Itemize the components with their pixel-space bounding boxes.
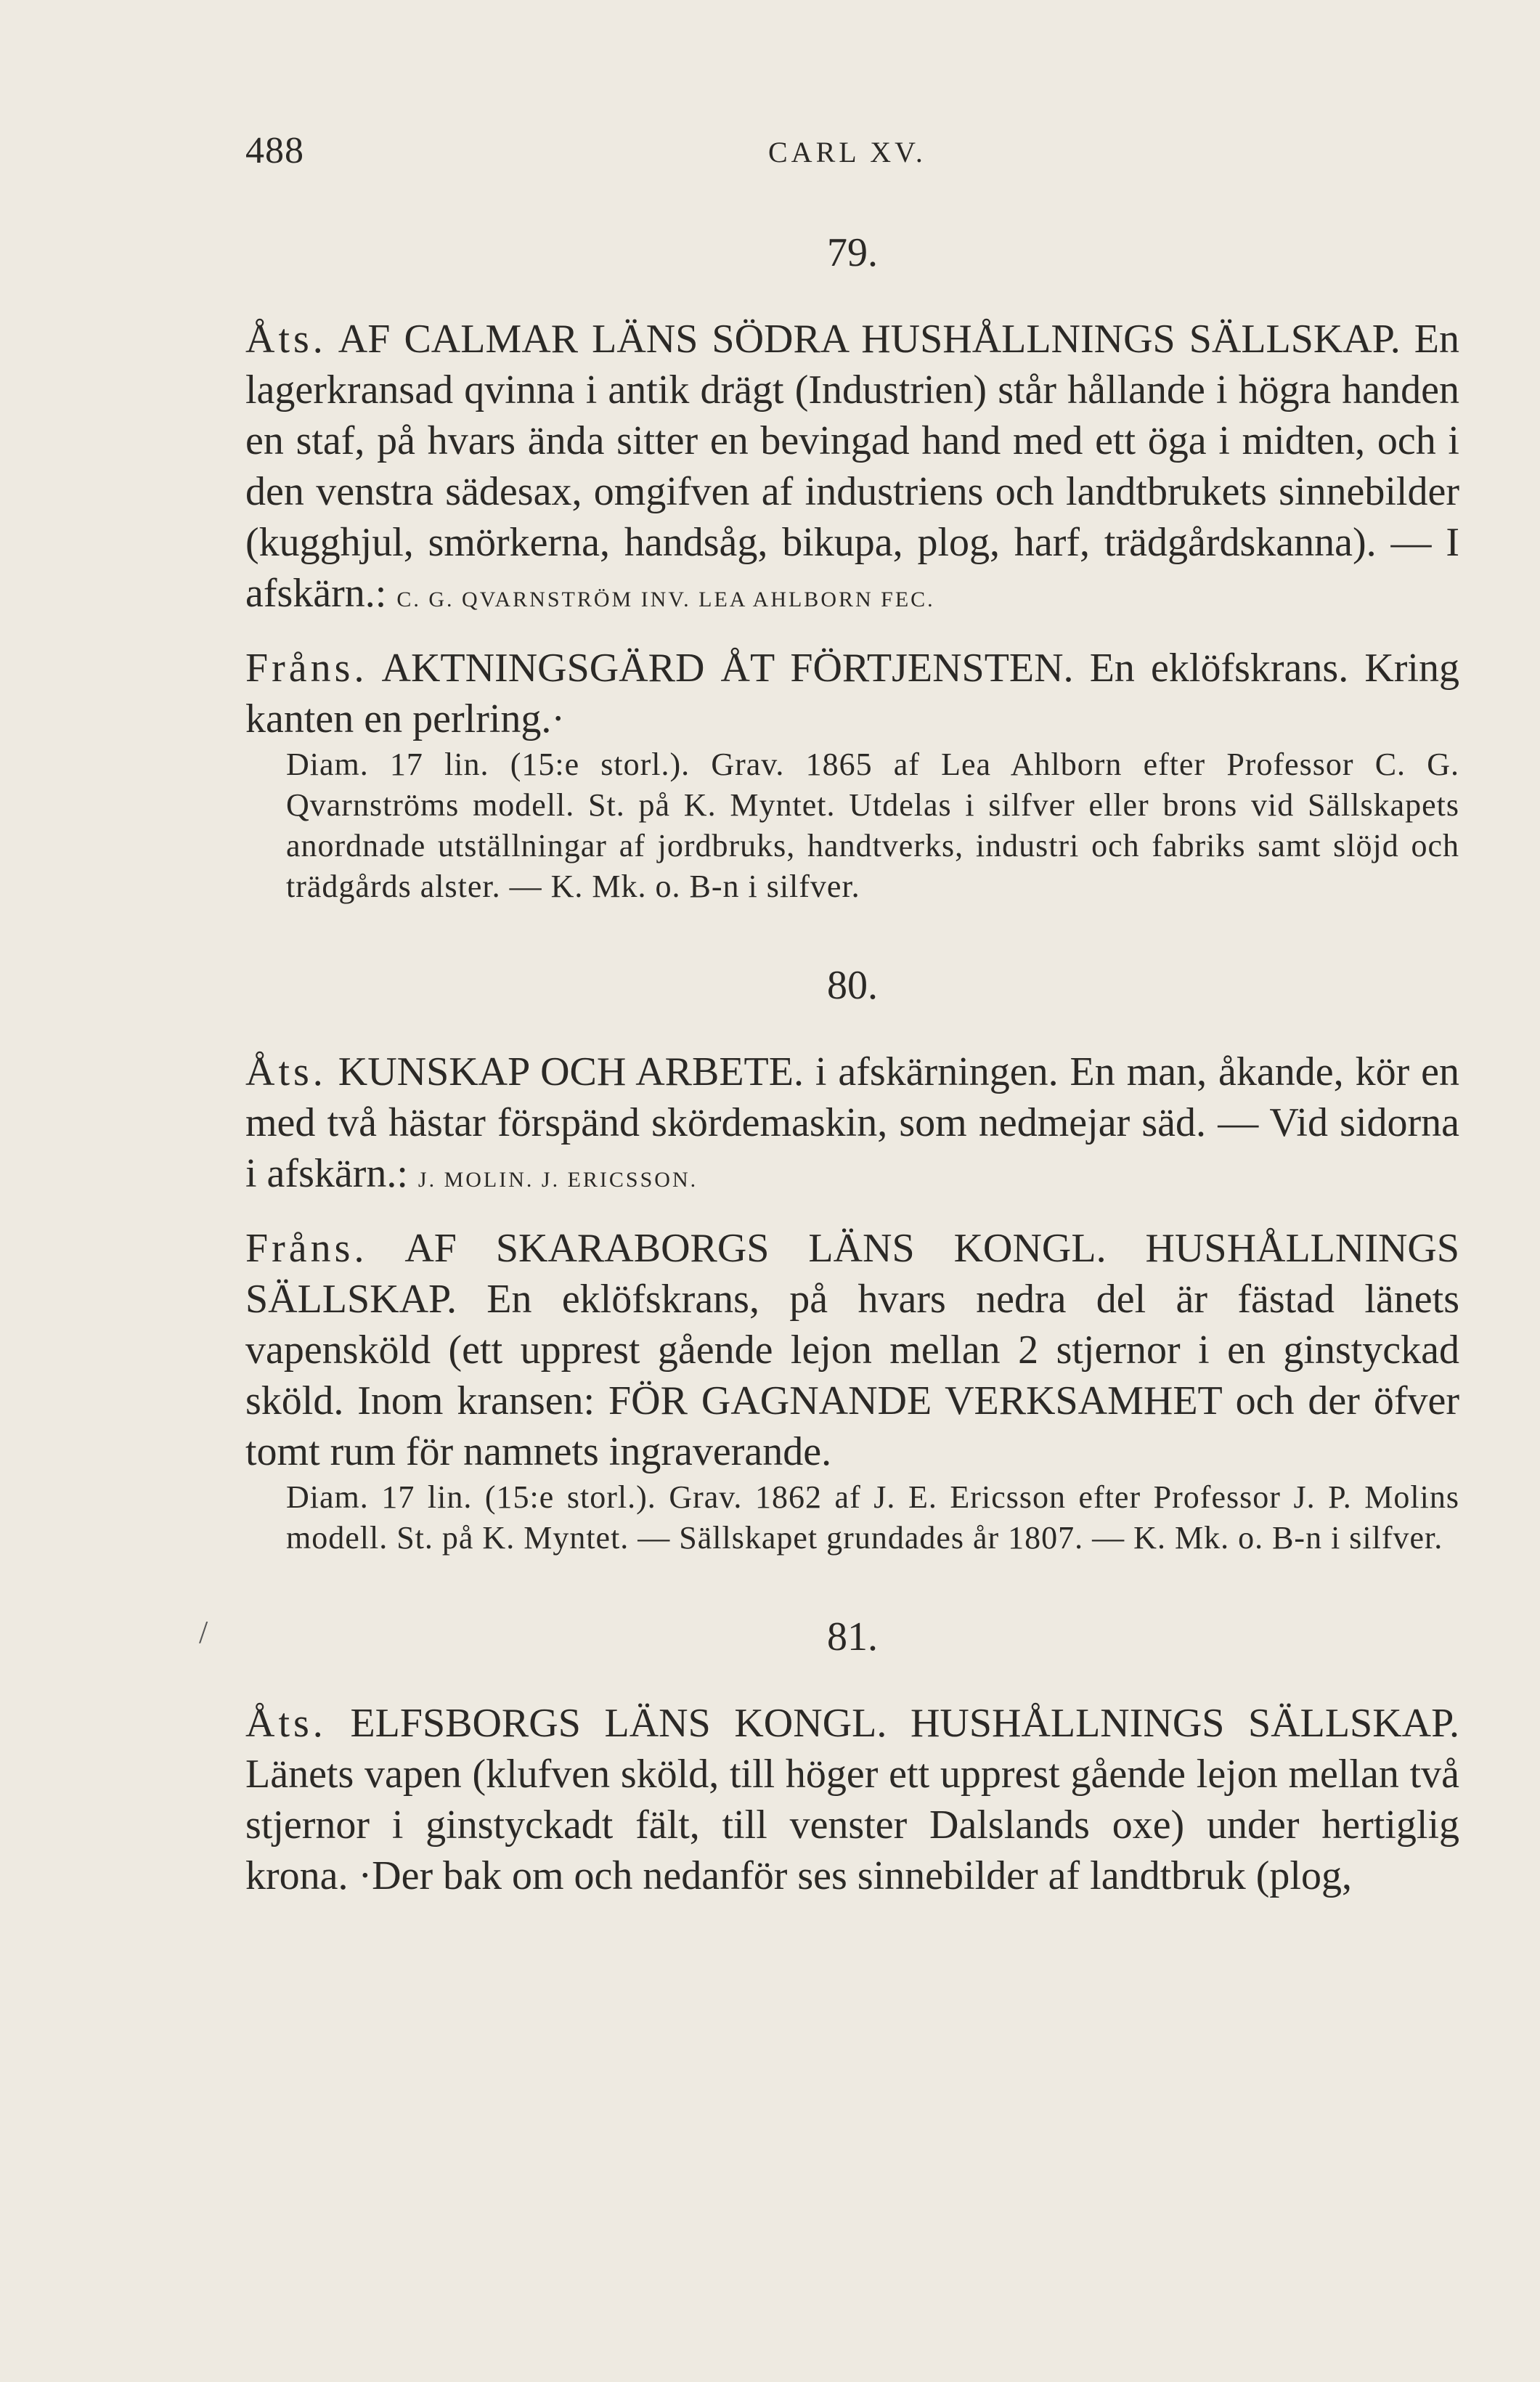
page-header xyxy=(245,129,1465,187)
reverse-description xyxy=(245,1223,1459,1477)
engraver-credit: C. G. QVARNSTRÖM INV. LEA AHLBORN FEC. xyxy=(396,588,935,611)
obverse-text: AF CALMAR LÄNS SÖDRA HUSHÅLLNINGS SÄLLSKAP. En lagerkransad qvinna i antik drägt (Industrien) står hållande i högra handen en staf, på hvars ända sitter en bevingad hand med ett öga i midten, och i den venstra sädesax, omgifven af industriens och landtbrukets sinnebilder (kugghjul, smörkerna, handsåg, bikupa, plog, harf, trädgårdskanna). — I afskärn.: xyxy=(245,317,1460,616)
margin-mark: / xyxy=(199,1614,208,1650)
running-title: CARL XV. xyxy=(768,136,926,168)
obverse-text: ELFSBORGS LÄNS KONGL. HUSHÅLLNINGS SÄLLSKAP. Länets vapen (klufven sköld, till höger ett upprest gående lejon mellan två stjernor i ginstyckadt fält, till venster Dalslands oxe) under hertiglig krona. ·Der bak om och nedanför ses sinnebilder af landtbruk (plog, xyxy=(245,1701,1460,1898)
medal-entry-80 xyxy=(245,965,1459,1558)
medal-entry-81 xyxy=(245,1614,1460,1901)
side-label: Åts. xyxy=(245,317,327,362)
entry-number: 80. xyxy=(827,963,878,1008)
reverse-text: AF SKARABORGS LÄNS KONGL. HUSHÅLLNINGS SÄLLSKAP. En eklöfskrans, på hvars nedra del är fästad länets vapensköld (ett upprest gående lejon mellan 2 stjernor i en ginstyckad sköld. Inom kransen: FÖR GAGNANDE VERKSAMHET och der öfver tomt rum för namnets ingraverande. xyxy=(245,1226,1459,1474)
medal-entry-79 xyxy=(245,232,1459,907)
obverse-description xyxy=(245,1698,1459,1901)
page-number: 488 xyxy=(245,130,304,171)
text-column xyxy=(245,232,1459,1901)
obverse-text: KUNSKAP OCH ARBETE. i afskärningen. En man, åkande, kör en med två hästar förspänd skördemaskin, som nedmejar säd. — Vid sidorna i afskärn.: xyxy=(245,1049,1460,1196)
obverse-description xyxy=(245,1046,1459,1206)
side-label: Åts. xyxy=(245,1049,327,1094)
obverse-description xyxy=(245,314,1459,625)
reverse-description xyxy=(245,643,1459,744)
side-label: Fråns. xyxy=(245,1226,368,1271)
entry-number: 81. xyxy=(827,1614,878,1659)
entry-number: 79. xyxy=(827,230,878,275)
medal-note: Diam. 17 lin. (15:e storl.). Grav. 1862 af J. E. Ericsson efter Professor J. P. Molins modell. St. på K. Myntet. — Sällskapet grundades år 1807. — K. Mk. o. B-n i silfver. xyxy=(286,1479,1459,1556)
medal-note: Diam. 17 lin. (15:e storl.). Grav. 1865 af Lea Ahlborn efter Professor C. G. Qvarnströms modell. St. på K. Myntet. Utdelas i silfver eller brons vid Sällskapets anordnade utställningar af jordbruks, handtverks, industri och fabriks samt slöjd och trädgårds alster. — K. Mk. o. B-n i silfver. xyxy=(286,747,1459,904)
engraver-credit: J. MOLIN. J. ERICSSON. xyxy=(417,1168,698,1192)
reverse-text: AKTNINGSGÄRD ÅT FÖRTJENSTEN. En eklöfskrans. Kring kanten en perlring.· xyxy=(245,646,1459,741)
side-label: Fråns. xyxy=(245,646,368,691)
side-label: Åts. xyxy=(245,1701,327,1746)
